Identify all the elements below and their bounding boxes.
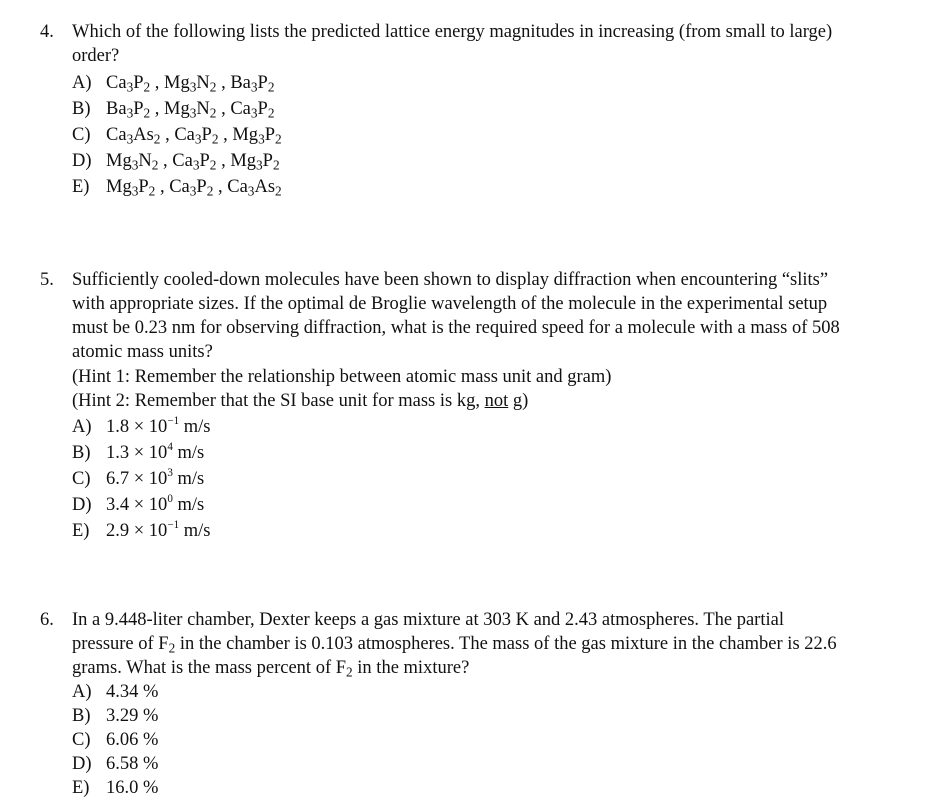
question-5-line-1 [40, 268, 920, 292]
option-letter: C) [72, 125, 91, 145]
question-6-options [40, 680, 920, 800]
question-5-options [40, 415, 920, 545]
option-4b [72, 97, 920, 123]
option-6c [72, 728, 920, 752]
option-4e [72, 175, 920, 201]
hint-2-pre: (Hint 2: Remember that the SI base unit for mass is kg, [72, 391, 485, 411]
hint-1 [40, 365, 920, 389]
option-5b [72, 441, 920, 467]
option-value: 6.58 % [106, 754, 159, 774]
question-5-line-2 [40, 292, 920, 316]
question-number: 4. [40, 22, 54, 42]
option-value: 6.06 % [106, 730, 159, 750]
option-letter: B) [72, 99, 91, 119]
question-5-text-1: Sufficiently cooled-down molecules have been shown to display diffraction when encountering “slits” [72, 270, 829, 290]
option-6a [72, 680, 920, 704]
hint-1-text: (Hint 1: Remember the relationship between atomic mass unit and gram) [72, 367, 612, 387]
option-formula: $Mg_3N_2$ , $Ca_3P_2$ , $Mg_3P_2$ [106, 151, 280, 173]
option-5a [72, 415, 920, 441]
option-5c [72, 467, 920, 493]
option-4a [72, 71, 920, 97]
option-letter: B) [72, 706, 91, 726]
question-6-text-1: In a 9.448-liter chamber, Dexter keeps a gas mixture at 303 K and 2.43 atmospheres. The partial [72, 610, 784, 630]
option-value: 3.29 % [106, 706, 159, 726]
question-5-line-4 [40, 340, 920, 364]
hint-2 [40, 389, 920, 413]
question-6 [40, 608, 920, 800]
question-4-line-1 [40, 20, 920, 44]
subscript: 2 [168, 640, 176, 656]
option-5e [72, 519, 920, 545]
question-4-text-1: Which of the following lists the predicted lattice energy magnitudes in increasing (from small to large) [72, 22, 833, 42]
option-value: $2.9 \times 10^{-1}$ m/s [106, 519, 211, 541]
question-6-text-3b: in the mixture? [352, 658, 470, 678]
question-6-text-2b: in the chamber is 0.103 atmospheres. The mass of the gas mixture in the chamber is 22.6 [175, 634, 837, 654]
option-letter: E) [72, 177, 90, 197]
option-letter: C) [72, 730, 91, 750]
option-letter: E) [72, 778, 90, 798]
option-value: 16.0 % [106, 778, 159, 798]
hint-2-post: g) [508, 391, 529, 411]
question-number: 6. [40, 610, 54, 630]
option-letter: B) [72, 443, 91, 463]
question-5-text-4: atomic mass units? [72, 342, 213, 362]
question-5-text-2: with appropriate sizes. If the optimal de Broglie wavelength of the molecule in the experimental setup [72, 294, 828, 314]
question-5-text-3: must be 0.23 nm for observing diffraction, what is the required speed for a molecule with a mass of 508 [72, 318, 840, 338]
option-4d [72, 149, 920, 175]
option-value: 4.34 % [106, 682, 159, 702]
option-letter: C) [72, 469, 91, 489]
option-formula: $Mg_3P_2$ , $Ca_3P_2$ , $Ca_3As_2$ [106, 177, 282, 199]
option-6b [72, 704, 920, 728]
question-6-line-2 [40, 632, 920, 656]
option-formula: $Ca_3As_2$ , $Ca_3P_2$ , $Mg_3P_2$ [106, 125, 282, 147]
option-6e [72, 776, 920, 800]
option-value: $6.7 \times 10^3$ m/s [106, 467, 205, 489]
option-5d [72, 493, 920, 519]
question-4 [40, 20, 920, 201]
option-formula: $Ba_3P_2$ , $Mg_3N_2$ , $Ca_3P_2$ [106, 99, 275, 121]
question-5-line-3 [40, 316, 920, 340]
option-letter: E) [72, 521, 90, 541]
option-letter: D) [72, 754, 92, 774]
question-number: 5. [40, 270, 54, 290]
option-4c [72, 123, 920, 149]
option-value: $1.3 \times 10^4$ m/s [106, 441, 205, 463]
question-4-line-2 [40, 44, 920, 68]
option-value: $3.4 \times 10^0$ m/s [106, 493, 205, 515]
question-5 [40, 268, 920, 545]
option-letter: A) [72, 73, 92, 93]
option-value: $1.8 \times 10^{-1}$ m/s [106, 415, 211, 437]
question-6-line-1 [40, 608, 920, 632]
question-4-options [40, 71, 920, 201]
option-letter: A) [72, 417, 92, 437]
option-letter: D) [72, 495, 92, 515]
question-6-text-3a: grams. What is the mass percent of F [72, 658, 347, 678]
option-formula: $Ca_3P_2$ , $Mg_3N_2$ , $Ba_3P_2$ [106, 73, 275, 95]
option-6d [72, 752, 920, 776]
option-letter: D) [72, 151, 92, 171]
option-letter: A) [72, 682, 92, 702]
hint-2-underlined: not [484, 391, 509, 411]
subscript: 2 [346, 664, 353, 680]
question-6-line-3 [40, 656, 920, 680]
question-4-text-2: order? [72, 46, 120, 66]
question-6-text-2a: pressure of F [72, 634, 169, 654]
